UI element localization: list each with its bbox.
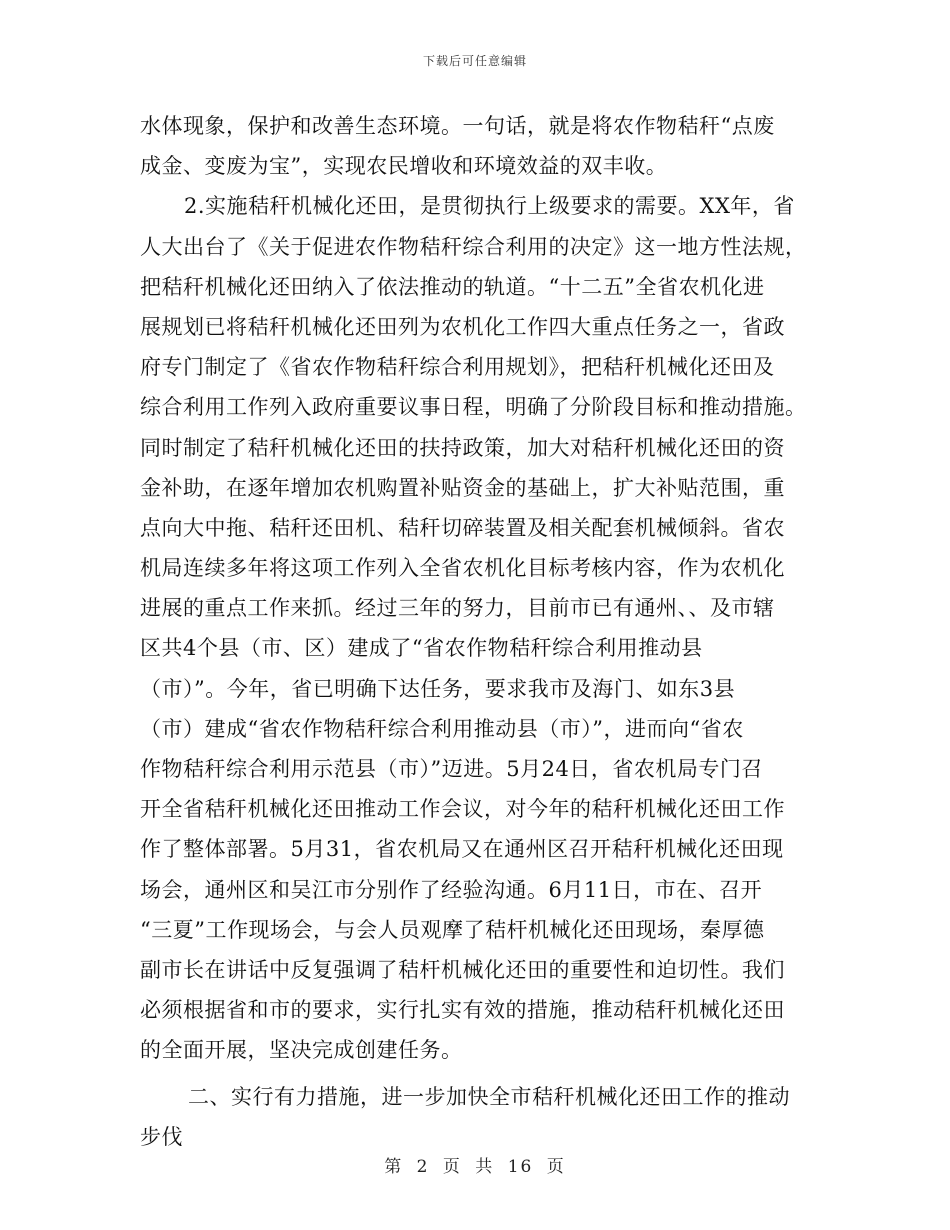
text-line-2: 成金、变废为宝”，实现农民增收和环境效益的双丰收。 — [140, 154, 668, 179]
text-line-6: 展规划已将秸秆机械化还田列为农机化工作四大重点任务之一，省政 — [140, 314, 785, 339]
text-line-9: 同时制定了秸秆机械化还田的扶持政策，加大对秸秆机械化还田的资 — [140, 435, 785, 460]
text-line-7: 府专门制定了《省农作物秸秆综合利用规划》，把秸秆机械化还田及 — [140, 355, 775, 380]
text-line-12: 机局连续多年将这项工作列入全省农机化目标考核内容，作为农机化 — [140, 556, 785, 581]
text-line-17: 作物秸秆综合利用示范县（市）”迈进。5月24日，省农机局专门召 — [140, 757, 763, 781]
text-line-1: 水体现象，保护和改善生态环境。一句话，就是将农作物秸秆“点废 — [140, 114, 775, 138]
text-line-13: 进展的重点工作来抓。经过三年的努力，目前市已有通州、、及市辖 — [140, 596, 775, 621]
text-line-10: 金补助，在逐年增加农机购置补贴资金的基础上，扩大补贴范围，重 — [140, 475, 785, 500]
text-line-22: 副市长在讲话中反复强调了秸杆机械化还田的重要性和迫切性。我们 — [140, 957, 785, 982]
text-line-15: （市）”。今年，省已明确下达任务，要求我市及海门、如东3县 — [140, 676, 736, 701]
body-text — [140, 106, 810, 1157]
text-line-20: 场会，通州区和吴江市分别作了经验沟通。6月11日，市在、召开 — [140, 877, 763, 902]
section-heading-line-1: 二、实行有力措施，进一步加快全市秸秆机械化还田工作的推动 — [188, 1084, 790, 1109]
text-line-23: 必须根据省和市的要求，实行扎实有效的措施，推动秸秆机械化还田 — [140, 998, 785, 1023]
page-number: 第 2 页 共 16 页 — [384, 1157, 566, 1177]
text-line-5: 把秸秆机械化还田纳入了依法推动的轨道。“十二五”全省农机化进 — [140, 274, 765, 299]
text-line-11: 点向大中拖、秸秆还田机、秸秆切碎装置及相关配套机械倾斜。省农 — [140, 515, 785, 540]
text-line-21: “三夏”工作现场会，与会人员观摩了秸杆机械化还田现场，秦厚德 — [140, 917, 765, 942]
section-heading-line-2: 步伐 — [140, 1124, 183, 1149]
text-line-18: 开全省秸秆机械化还田推动工作会议，对今年的秸秆机械化还田工作 — [140, 797, 785, 822]
text-line-19: 作了整体部署。5月31，省农机局又在通州区召开秸秆机械化还田现 — [140, 837, 784, 862]
text-line-4: 人大出台了《关于促进农作物秸秆综合利用的决定》这一地方性法规， — [140, 234, 807, 259]
text-line-3: 2.实施秸秆机械化还田，是贯彻执行上级要求的需要。XX年，省 — [184, 194, 795, 219]
text-line-16: （市）建成“省农作物秸秆综合利用推动县（市）”，进而向“省农 — [140, 716, 744, 741]
text-line-8: 综合利用工作列入政府重要议事日程，明确了分阶段目标和推动措施。 — [140, 395, 807, 420]
text-line-14: 区共4个县（市、区）建成了“省农作物秸秆综合利用推动县 — [140, 636, 703, 661]
text-line-24: 的全面开展，坚决完成创建任务。 — [140, 1038, 463, 1063]
header-note: 下载后可任意编辑 — [422, 54, 527, 68]
